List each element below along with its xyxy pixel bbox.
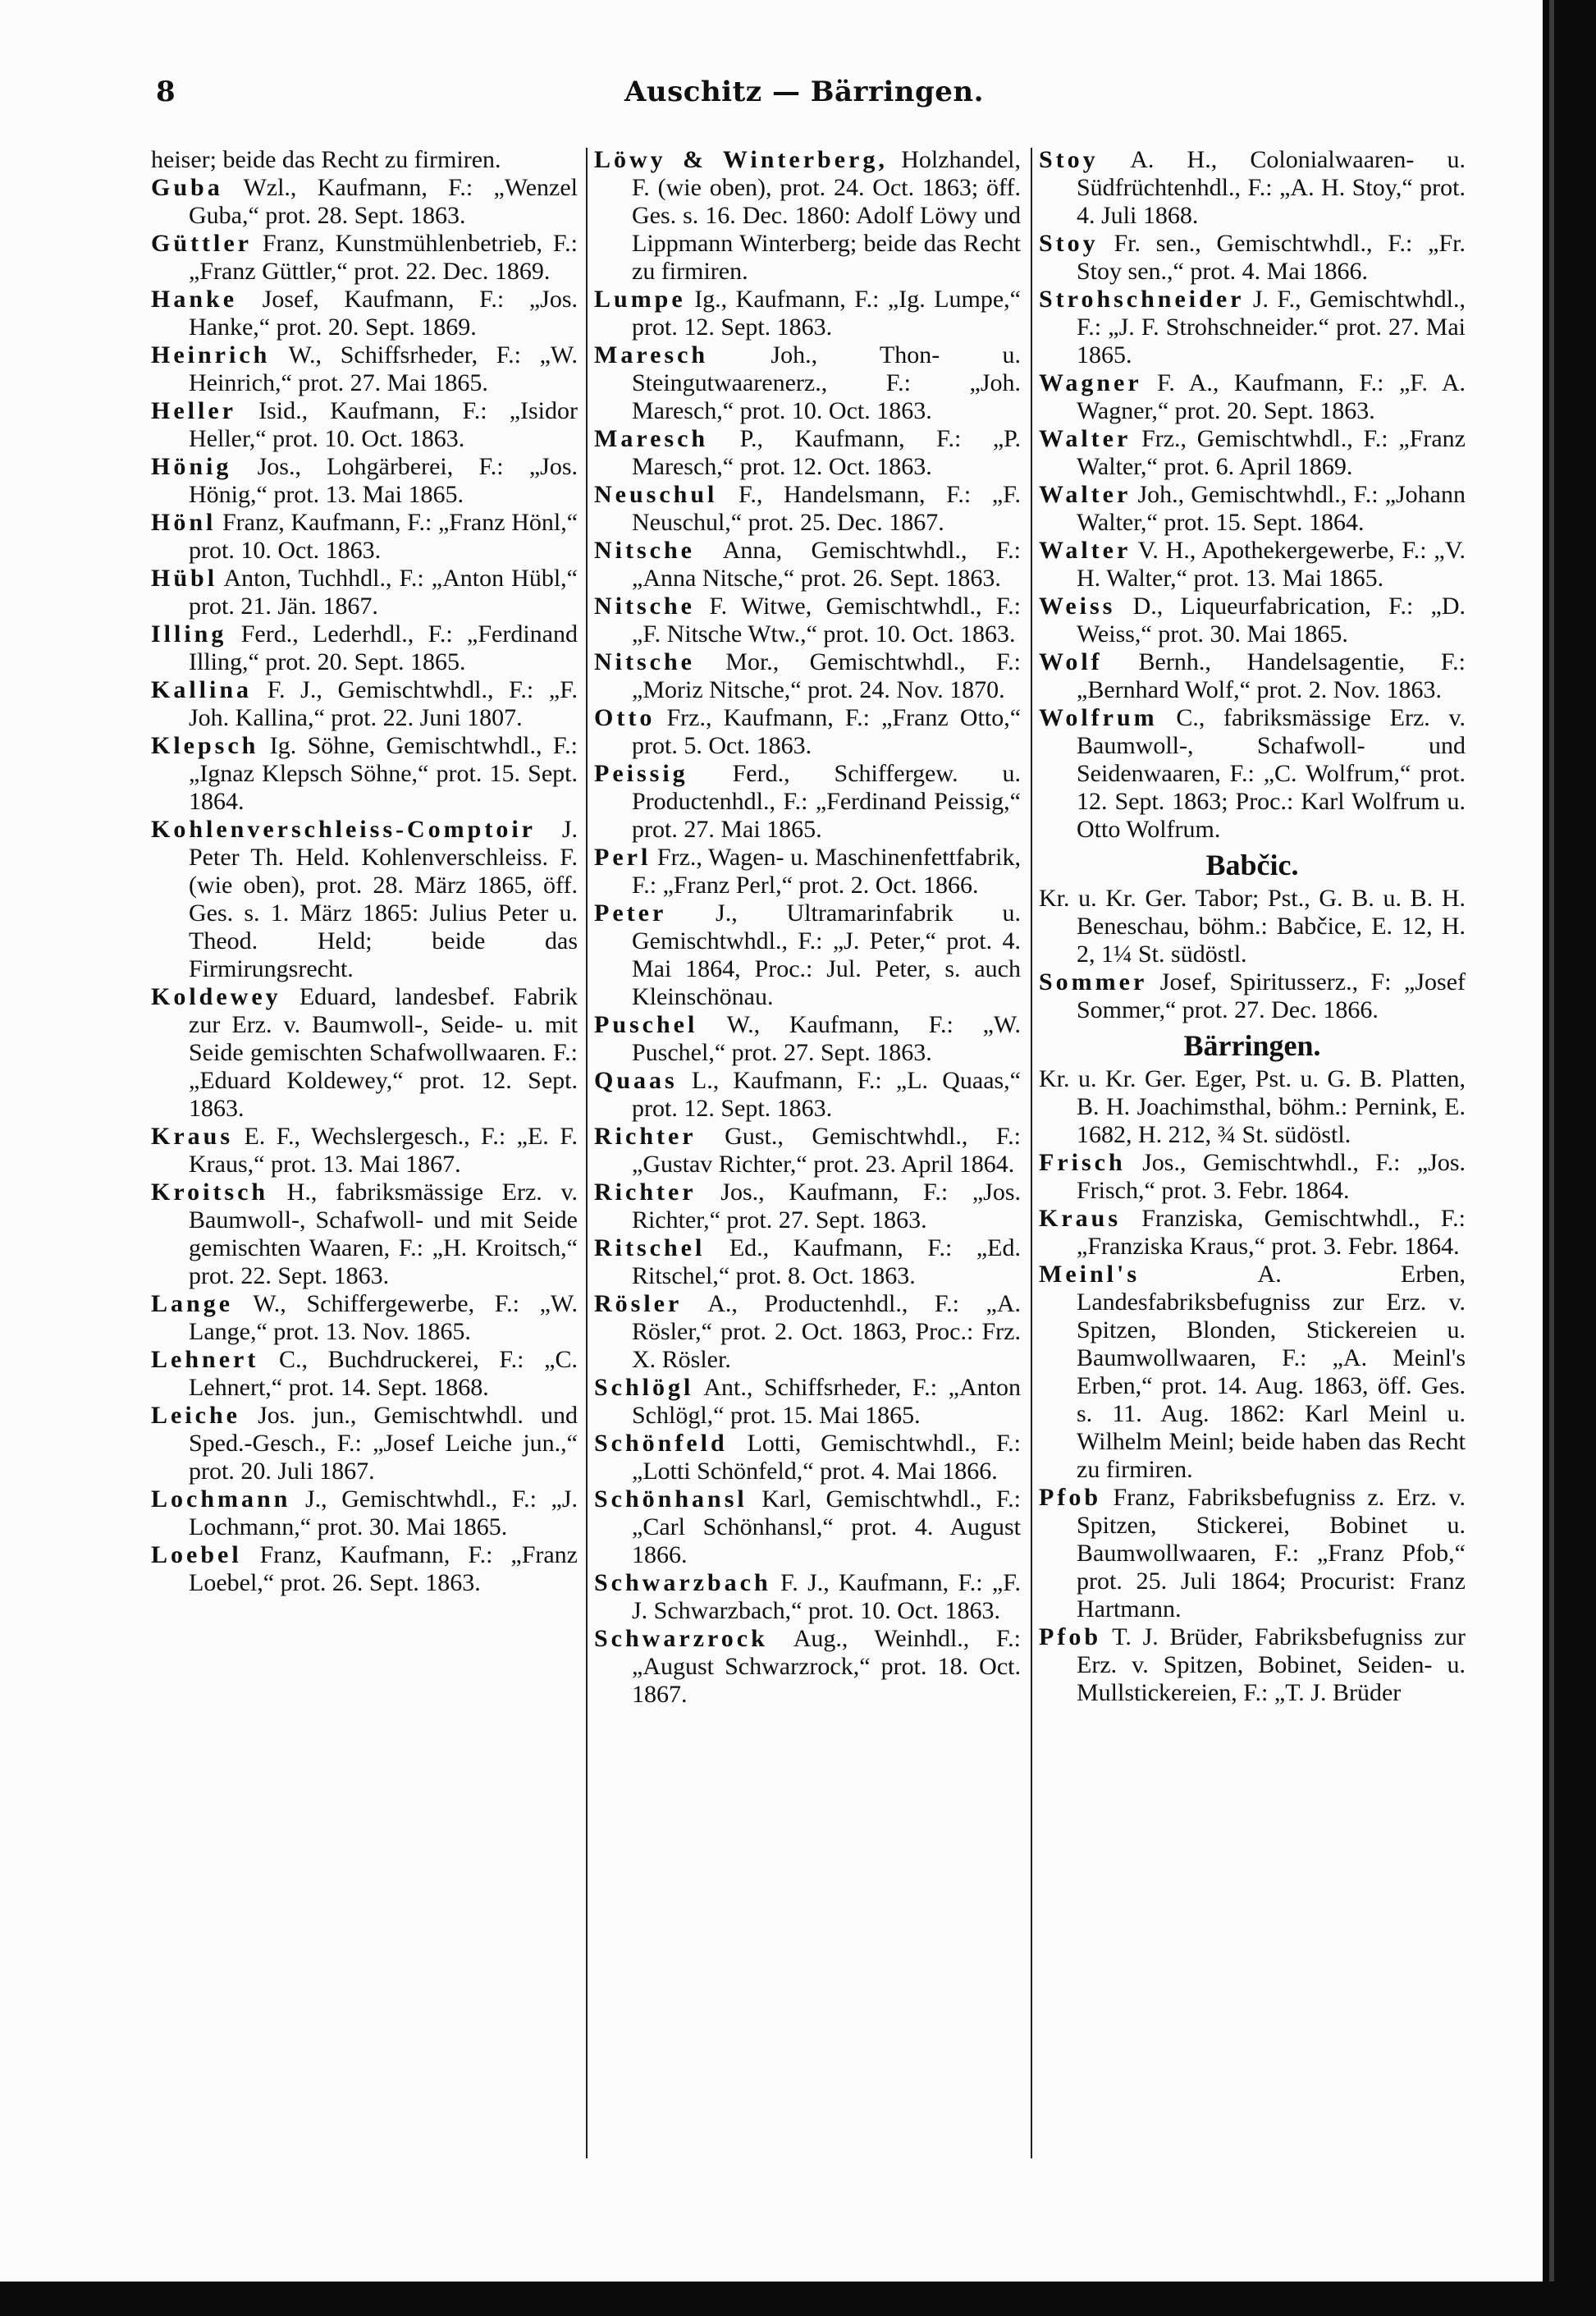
entry-name: Kroitsch bbox=[151, 1179, 269, 1206]
entry-text: Holzhandel, F. (wie oben), prot. 24. Oct. 1863; öff. Ges. s. 16. Dec. 1860: Adolf Löwy und Lippmann Winterberg; beide das Recht zu firmiren. bbox=[632, 146, 1021, 285]
directory-entry bbox=[151, 1402, 578, 1485]
entry-text: H., fabriksmässige Erz. v. Baumwoll-, Schafwoll- und mit Seide gemischten Waaren, F.: „H. Kroitsch,“ prot. 22. Sept. 1863. bbox=[189, 1179, 578, 1289]
entry-text: Mor., Gemischtwhdl., F.: „Moriz Nitsche,“ prot. 24. Nov. 1870. bbox=[632, 648, 1022, 703]
entry-name: Strohschneider bbox=[1039, 286, 1245, 313]
directory-entry bbox=[594, 1625, 1021, 1709]
directory-entry bbox=[594, 1123, 1021, 1179]
entry-name: Leiche bbox=[151, 1402, 240, 1429]
entry-text: Jos., Lohgärberei, F.: „Jos. Hönig,“ prot. 13. Mai 1865. bbox=[189, 453, 578, 508]
directory-entry bbox=[151, 1123, 578, 1179]
directory-entry bbox=[151, 230, 578, 286]
column-1 bbox=[151, 146, 578, 1597]
directory-entry bbox=[151, 1290, 578, 1346]
directory-entry bbox=[594, 537, 1021, 593]
column-divider bbox=[586, 148, 588, 2158]
directory-entry bbox=[1039, 704, 1466, 844]
directory-entry bbox=[151, 1179, 578, 1290]
entry-name: Lange bbox=[151, 1290, 234, 1317]
entry-text: Fr. sen., Gemischtwhdl., F.: „Fr. Stoy sen.,“ prot. 4. Mai 1866. bbox=[1077, 230, 1466, 285]
section-heading: Babčic. bbox=[1205, 849, 1299, 881]
entry-name: Hönl bbox=[151, 509, 217, 536]
entry-text: Aug., Weinhdl., F.: „August Schwarzrock,“ prot. 18. Oct. 1867. bbox=[632, 1625, 1021, 1708]
directory-entry bbox=[151, 341, 578, 397]
directory-entry bbox=[151, 620, 578, 676]
entry-name: Klepsch bbox=[151, 732, 259, 759]
entry-text: F. A., Kaufmann, F.: „F. A. Wagner,“ prot. 20. Sept. 1863. bbox=[1077, 369, 1466, 424]
entry-name: Wolf bbox=[1039, 648, 1103, 675]
entry-name: Lochmann bbox=[151, 1485, 291, 1513]
entry-text: A., Productenhdl., F.: „A. Rösler,“ prot. 2. Oct. 1863, Proc.: Frz. X. Rösler. bbox=[632, 1290, 1021, 1373]
entry-text: F. J., Gemischtwhdl., F.: „F. Joh. Kallina,“ prot. 22. Juni 1807. bbox=[189, 676, 578, 731]
entry-name: Peissig bbox=[594, 760, 688, 787]
entry-name: Pfob bbox=[1039, 1484, 1101, 1511]
entry-text: L., Kaufmann, F.: „L. Quaas,“ prot. 12. Sept. 1863. bbox=[632, 1067, 1022, 1122]
directory-entry bbox=[1039, 146, 1466, 230]
entry-name: Walter bbox=[1039, 537, 1132, 564]
entry-text: J. Peter Th. Held. Kohlenverschleiss. F. (wie oben), prot. 28. März 1865, öff. Ges. s. 1. März 1865: Julius Peter u. Theod. Held; beide das Firmirungsrecht. bbox=[189, 816, 578, 982]
entry-name: Sommer bbox=[1039, 968, 1148, 996]
entry-name: Neuschul bbox=[594, 481, 718, 508]
entry-text: J., Gemischtwhdl., F.: „J. Lochmann,“ prot. 30. Mai 1865. bbox=[189, 1485, 578, 1540]
entry-text: C., Buchdruckerei, F.: „C. Lehnert,“ prot. 14. Sept. 1868. bbox=[189, 1346, 578, 1401]
entry-text: Ferd., Lederhdl., F.: „Ferdinand Illing,“ prot. 20. Sept. 1865. bbox=[189, 620, 578, 675]
scan-border bbox=[0, 2282, 1596, 2316]
entry-name: Wagner bbox=[1039, 369, 1142, 396]
entry-text: Isid., Kaufmann, F.: „Isidor Heller,“ prot. 10. Oct. 1863. bbox=[189, 397, 578, 452]
entry-name: Nitsche bbox=[594, 537, 695, 564]
directory-entry bbox=[151, 676, 578, 732]
entry-text: Wzl., Kaufmann, F.: „Wenzel Guba,“ prot. 28. Sept. 1863. bbox=[189, 174, 578, 229]
entry-name: Richter bbox=[594, 1123, 697, 1150]
entry-text: Jos., Kaufmann, F.: „Jos. Richter,“ prot. 27. Sept. 1863. bbox=[632, 1179, 1021, 1234]
entry-text: Ed., Kaufmann, F.: „Ed. Ritschel,“ prot. 8. Oct. 1863. bbox=[632, 1234, 1021, 1289]
entry-text: A. Erben, Landesfabriksbefugniss zur Erz. v. Spitzen, Blonden, Stickereien u. Baumwollwaaren, F.: „A. Meinl's Erben,“ prot. 14. Aug. 1863, öff. Ges. s. 11. Aug. 1862: Karl Meinl u. Wilhelm Meinl; beide haben das Recht zu firmiren. bbox=[1077, 1261, 1466, 1483]
directory-entry bbox=[1039, 1623, 1466, 1707]
directory-entry bbox=[594, 593, 1021, 648]
entry-text: Frz., Wagen- u. Maschinenfettfabrik, F.: „Franz Perl,“ prot. 2. Oct. 1866. bbox=[632, 844, 1021, 899]
entry-name: Walter bbox=[1039, 425, 1132, 452]
entry-text: Jos., Gemischtwhdl., F.: „Jos. Frisch,“ prot. 3. Febr. 1864. bbox=[1077, 1149, 1466, 1204]
directory-entry bbox=[594, 146, 1021, 286]
directory-entry bbox=[151, 983, 578, 1123]
entry-name: Stoy bbox=[1039, 146, 1099, 173]
entry-text: Josef, Spiritusserz., F: „Josef Sommer,“ prot. 27. Dec. 1866. bbox=[1077, 968, 1466, 1023]
entry-text: C., fabriksmässige Erz. v. Baumwoll-, Schafwoll- und Seidenwaaren, F.: „C. Wolfrum,“ prot. 12. Sept. 1863; Proc.: Karl Wolfrum u. Otto Wolfrum. bbox=[1077, 704, 1466, 843]
directory-entry bbox=[594, 1290, 1021, 1374]
entry-text: J., Ultramarinfabrik u. Gemischtwhdl., F.: „J. Peter,“ prot. 4. Mai 1864, Proc.: Jul. Peter, s. auch Kleinschönau. bbox=[632, 899, 1022, 1010]
entry-name: Schönhansl bbox=[594, 1485, 748, 1513]
entry-text: W., Kaufmann, F.: „W. Puschel,“ prot. 27. Sept. 1863. bbox=[632, 1011, 1021, 1066]
directory-entry bbox=[594, 1067, 1021, 1123]
directory-entry bbox=[594, 1569, 1021, 1625]
directory-entry bbox=[151, 816, 578, 983]
entry-name: Rösler bbox=[594, 1290, 683, 1317]
column-divider bbox=[1031, 148, 1032, 2158]
directory-entry bbox=[151, 146, 578, 174]
entry-text: E. F., Wechslergesch., F.: „E. F. Kraus,“ prot. 13. Mai 1867. bbox=[189, 1123, 578, 1178]
directory-entry bbox=[1039, 537, 1466, 593]
entry-name: Nitsche bbox=[594, 648, 695, 675]
entry-name: Loebel bbox=[151, 1541, 242, 1568]
entry-name: Koldewey bbox=[151, 983, 281, 1010]
entry-text: Franz, Kaufmann, F.: „Franz Loebel,“ prot. 26. Sept. 1863. bbox=[189, 1541, 578, 1596]
directory-entry bbox=[594, 425, 1021, 481]
entry-name: Güttler bbox=[151, 230, 252, 257]
directory-entry bbox=[594, 1374, 1021, 1430]
directory-entry bbox=[151, 1541, 578, 1597]
entry-text: V. H., Apothekergewerbe, F.: „V. H. Walter,“ prot. 13. Mai 1865. bbox=[1077, 537, 1466, 592]
scan-border bbox=[1543, 0, 1596, 2316]
directory-entry bbox=[594, 1430, 1021, 1485]
section-intro: Kr. u. Kr. Ger. Eger, Pst. u. G. B. Platten, B. H. Joachimsthal, böhm.: Pernink, E. 1682, H. 212, ¾ St. südöstl. bbox=[1039, 1065, 1466, 1148]
entry-text: J. F., Gemischtwhdl., F.: „J. F. Strohschneider.“ prot. 27. Mai 1865. bbox=[1077, 286, 1466, 368]
entry-text: A. H., Colonialwaaren- u. Südfrüchtenhdl., F.: „A. H. Stoy,“ prot. 4. Juli 1868. bbox=[1077, 146, 1466, 229]
entry-text: Ig., Kaufmann, F.: „Ig. Lumpe,“ prot. 12. Sept. 1863. bbox=[632, 286, 1022, 341]
entry-text: F., Handelsmann, F.: „F. Neuschul,“ prot. 25. Dec. 1867. bbox=[632, 481, 1021, 536]
entry-name: Pfob bbox=[1039, 1623, 1101, 1650]
directory-entry bbox=[151, 174, 578, 230]
entry-text: D., Liqueurfabrication, F.: „D. Weiss,“ prot. 30. Mai 1865. bbox=[1077, 593, 1466, 648]
entry-text: Bernh., Handelsagentie, F.: „Bernhard Wolf,“ prot. 2. Nov. 1863. bbox=[1077, 648, 1466, 703]
entry-name: Walter bbox=[1039, 481, 1132, 508]
directory-entry bbox=[151, 1346, 578, 1402]
entry-text: Franz, Kunstmühlenbetrieb, F.: „Franz Güttler,“ prot. 22. Dec. 1869. bbox=[189, 230, 578, 285]
directory-entry bbox=[1039, 1484, 1466, 1623]
directory-entry bbox=[151, 286, 578, 341]
entry-name: Schwarzrock bbox=[594, 1625, 768, 1652]
entry-name: Perl bbox=[594, 844, 652, 871]
directory-entry bbox=[1039, 481, 1466, 537]
entry-text: Eduard, landesbef. Fabrik zur Erz. v. Baumwoll-, Seide- u. mit Seide gemischten Schafwollwaaren. F.: „Eduard Koldewey,“ prot. 12. Sept. 1863. bbox=[189, 983, 578, 1122]
entry-name: Löwy & Winterberg, bbox=[594, 146, 888, 173]
directory-entry bbox=[1039, 1261, 1466, 1484]
entry-text: Jos. jun., Gemischtwhdl. und Sped.-Gesch., F.: „Josef Leiche jun.,“ prot. 20. Juli 1867. bbox=[189, 1402, 578, 1485]
directory-entry bbox=[151, 1485, 578, 1541]
entry-name: Ritschel bbox=[594, 1234, 706, 1261]
entry-text: F. Witwe, Gemischtwhdl., F.: „F. Nitsche Wtw.,“ prot. 10. Oct. 1863. bbox=[632, 593, 1021, 648]
entry-text: Josef, Kaufmann, F.: „Jos. Hanke,“ prot. 20. Sept. 1869. bbox=[189, 286, 578, 341]
entry-text: P., Kaufmann, F.: „P. Maresch,“ prot. 12. Oct. 1863. bbox=[632, 425, 1021, 480]
directory-entry bbox=[594, 648, 1021, 704]
entry-name: Stoy bbox=[1039, 230, 1099, 257]
column-3 bbox=[1039, 146, 1466, 1707]
entry-name: Richter bbox=[594, 1179, 697, 1206]
entry-name: Lehnert bbox=[151, 1346, 259, 1373]
entry-name: Hanke bbox=[151, 286, 238, 313]
directory-entry bbox=[151, 509, 578, 565]
entry-text: Ferd., Schiffergew. u. Productenhdl., F.: „Ferdinand Peissig,“ prot. 27. Mai 1865. bbox=[632, 760, 1021, 843]
directory-entry bbox=[594, 341, 1021, 425]
entry-name: Heinrich bbox=[151, 341, 271, 368]
entry-name: Schönfeld bbox=[594, 1430, 728, 1457]
entry-name: Frisch bbox=[1039, 1149, 1126, 1176]
directory-entry bbox=[594, 899, 1021, 1011]
entry-text: Anna, Gemischtwhdl., F.: „Anna Nitsche,“ prot. 26. Sept. 1863. bbox=[632, 537, 1021, 592]
entry-text: Gust., Gemischtwhdl., F.: „Gustav Richter,“ prot. 23. April 1864. bbox=[632, 1123, 1021, 1178]
directory-entry bbox=[1039, 1205, 1466, 1261]
directory-entry bbox=[594, 844, 1021, 899]
directory-entry bbox=[594, 704, 1021, 760]
entry-text: Anton, Tuchhdl., F.: „Anton Hübl,“ prot. 21. Jän. 1867. bbox=[189, 565, 578, 620]
directory-entry bbox=[594, 1179, 1021, 1234]
entry-text: T. J. Brüder, Fabriksbefugniss zur Erz. v. Spitzen, Bobinet, Seiden- u. Mullstickereien, F.: „T. J. Brüder bbox=[1077, 1623, 1466, 1706]
directory-entry bbox=[151, 397, 578, 453]
directory-entry bbox=[1039, 968, 1466, 1024]
entry-name: Kraus bbox=[1039, 1205, 1122, 1232]
entry-text: Frz., Kaufmann, F.: „Franz Otto,“ prot. 5. Oct. 1863. bbox=[632, 704, 1022, 759]
entry-name: Lumpe bbox=[594, 286, 686, 313]
directory-entry bbox=[151, 453, 578, 509]
directory-entry bbox=[1039, 593, 1466, 648]
entry-name: Nitsche bbox=[594, 593, 695, 620]
entry-text: Ig. Söhne, Gemischtwhdl., F.: „Ignaz Klepsch Söhne,“ prot. 15. Sept. 1864. bbox=[189, 732, 578, 815]
directory-entry bbox=[1039, 369, 1466, 425]
entry-text: W., Schiffergewerbe, F.: „W. Lange,“ prot. 13. Nov. 1865. bbox=[189, 1290, 578, 1345]
directory-entry bbox=[151, 732, 578, 816]
entry-name: Peter bbox=[594, 899, 667, 927]
entry-name: Illing bbox=[151, 620, 227, 648]
page-number: 8 bbox=[156, 76, 176, 108]
entry-name: Maresch bbox=[594, 341, 709, 368]
directory-entry bbox=[1039, 286, 1466, 369]
entry-text: Franz, Fabriksbefugniss z. Erz. v. Spitzen, Stickerei, Bobinet u. Baumwollwaaren, F.: „Franz Pfob,“ prot. 25. Juli 1864; Procurist: Franz Hartmann. bbox=[1077, 1484, 1466, 1623]
entry-name: Schlögl bbox=[594, 1374, 694, 1401]
entry-text: Ant., Schiffsrheder, F.: „Anton Schlögl,“ prot. 15. Mai 1865. bbox=[632, 1374, 1021, 1429]
section-intro: Kr. u. Kr. Ger. Tabor; Pst., G. B. u. B. H. Beneschau, böhm.: Babčice, E. 12, H. 2, 1¼ St. südöstl. bbox=[1039, 885, 1466, 968]
entry-name: Meinl's bbox=[1039, 1261, 1140, 1288]
section-heading: Bärringen. bbox=[1183, 1029, 1321, 1062]
entry-name: Kraus bbox=[151, 1123, 234, 1150]
entry-name: Hübl bbox=[151, 565, 218, 592]
entry-name: Maresch bbox=[594, 425, 709, 452]
entry-name: Puschel bbox=[594, 1011, 698, 1038]
entry-name: Quaas bbox=[594, 1067, 678, 1094]
directory-entry bbox=[1039, 230, 1466, 286]
entry-text: Lotti, Gemischtwhdl., F.: „Lotti Schönfeld,“ prot. 4. Mai 1866. bbox=[632, 1430, 1021, 1485]
entry-text: W., Schiffsrheder, F.: „W. Heinrich,“ prot. 27. Mai 1865. bbox=[189, 341, 578, 396]
entry-name: Weiss bbox=[1039, 593, 1116, 620]
entry-name: Heller bbox=[151, 397, 236, 424]
entry-text: heiser; beide das Recht zu firmiren. bbox=[151, 146, 501, 173]
directory-entry bbox=[594, 481, 1021, 537]
directory-entry bbox=[594, 1485, 1021, 1569]
entry-text: Frz., Gemischtwhdl., F.: „Franz Walter,“ prot. 6. April 1869. bbox=[1077, 425, 1466, 480]
running-head: Auschitz — Bärringen. bbox=[624, 76, 984, 108]
entry-name: Schwarzbach bbox=[594, 1569, 771, 1596]
directory-entry bbox=[594, 1234, 1021, 1290]
entry-text: Franz, Kaufmann, F.: „Franz Hönl,“ prot. 10. Oct. 1863. bbox=[189, 509, 578, 564]
entry-name: Wolfrum bbox=[1039, 704, 1158, 731]
directory-entry bbox=[1039, 425, 1466, 481]
directory-entry bbox=[594, 286, 1021, 341]
entry-text: Joh., Gemischtwhdl., F.: „Johann Walter,“ prot. 15. Sept. 1864. bbox=[1077, 481, 1466, 536]
directory-entry bbox=[151, 565, 578, 620]
entry-text: F. J., Kaufmann, F.: „F. J. Schwarzbach,“ prot. 10. Oct. 1863. bbox=[632, 1569, 1022, 1624]
column-2 bbox=[594, 146, 1021, 1709]
entry-text: Franziska, Gemischtwhdl., F.: „Franziska Kraus,“ prot. 3. Febr. 1864. bbox=[1077, 1205, 1466, 1260]
directory-entry bbox=[1039, 1149, 1466, 1205]
directory-entry bbox=[594, 1011, 1021, 1067]
directory-entry bbox=[1039, 648, 1466, 704]
entry-text: Joh., Thon- u. Steingutwaarenerz., F.: „Joh. Maresch,“ prot. 10. Oct. 1863. bbox=[632, 341, 1022, 424]
directory-entry bbox=[594, 760, 1021, 844]
entry-name: Hönig bbox=[151, 453, 232, 480]
entry-name: Otto bbox=[594, 704, 656, 731]
entry-text: Karl, Gemischtwhdl., F.: „Carl Schönhansl,“ prot. 4. August 1866. bbox=[632, 1485, 1021, 1568]
entry-name: Kohlenverschleiss-Comptoir bbox=[151, 816, 536, 843]
entry-name: Kallina bbox=[151, 676, 253, 703]
entry-name: Guba bbox=[151, 174, 223, 201]
